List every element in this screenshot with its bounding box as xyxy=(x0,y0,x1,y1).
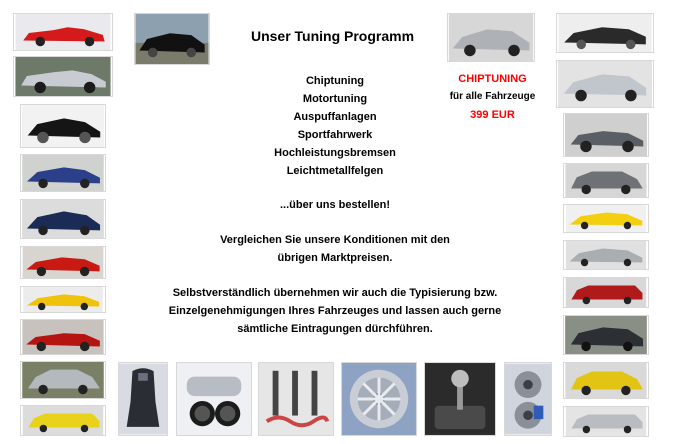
car-thumb-dark-blue-coupe xyxy=(20,199,106,239)
part-thumb-racing-seat xyxy=(118,362,168,436)
disclaimer-line: Selbstverständlich übernehmen wir auch die Typisierung bzw. xyxy=(172,287,498,299)
service-item: Sportfahrwerk xyxy=(297,129,373,141)
car-thumb-convertible xyxy=(563,113,649,157)
service-item: Hochleistungsbremsen xyxy=(274,147,396,159)
car-thumb-silver-hatchback xyxy=(20,361,106,399)
part-thumb-exhaust-pipes xyxy=(176,362,252,436)
car-thumb-yellow-sports-car-right xyxy=(563,204,649,233)
car-thumb-silver-sedan-2 xyxy=(563,240,649,270)
car-thumb-silver-roadster xyxy=(13,56,113,97)
car-thumb-silver-sedan xyxy=(556,60,654,108)
car-thumb-red-sports-car xyxy=(20,246,106,279)
service-item: Auspuffanlagen xyxy=(293,111,377,123)
car-thumb-dark-sedan xyxy=(563,315,649,355)
car-thumb-yellow-estate xyxy=(20,405,106,436)
car-thumb-yellow-hatchback xyxy=(563,362,649,399)
service-item: Motortuning xyxy=(302,93,368,105)
car-thumb-yellow-sports-car xyxy=(20,286,106,313)
car-thumb-red-estate xyxy=(563,277,649,308)
part-thumb-alloy-wheel xyxy=(341,362,417,436)
car-thumb-silver-estate xyxy=(563,406,649,437)
order-line: ...über uns bestellen! xyxy=(279,199,391,211)
car-thumb-grey-hatchback xyxy=(563,163,649,198)
promo-subtitle: für alle Fahrzeuge xyxy=(449,91,536,102)
service-item: Leichtmetallfelgen xyxy=(286,165,384,177)
disclaimer-text xyxy=(150,284,520,338)
service-item: Chiptuning xyxy=(305,75,365,87)
part-thumb-suspension-kit xyxy=(258,362,334,436)
part-thumb-gear-shifter xyxy=(424,362,496,436)
car-thumb-silver-sports-car xyxy=(447,13,535,62)
page-title: Unser Tuning Programm xyxy=(250,28,415,44)
disclaimer-line: sämtliche Eintragungen dürchführen. xyxy=(237,323,433,335)
car-thumb-blue-coupe xyxy=(20,154,106,192)
car-thumb-red-convertible-2 xyxy=(20,319,106,355)
promo-title: CHIPTUNING xyxy=(458,73,527,85)
compare-text xyxy=(200,231,470,267)
promo-price: 399 EUR xyxy=(470,109,515,121)
disclaimer-line: Einzelgenehmigungen Ihres Fahrzeuges und lassen auch gerne xyxy=(168,305,502,317)
compare-line: übrigen Marktpreisen. xyxy=(277,252,393,264)
promo-box xyxy=(440,70,545,124)
car-thumb-red-convertible xyxy=(13,13,113,51)
compare-line: Vergleichen Sie unsere Konditionen mit den xyxy=(220,234,450,246)
car-thumb-dark-coupe xyxy=(556,13,654,53)
car-thumb-black-sports-car xyxy=(134,13,210,65)
car-thumb-black-coupe xyxy=(20,104,106,148)
part-thumb-brake-discs xyxy=(504,362,552,436)
service-list xyxy=(250,72,420,180)
